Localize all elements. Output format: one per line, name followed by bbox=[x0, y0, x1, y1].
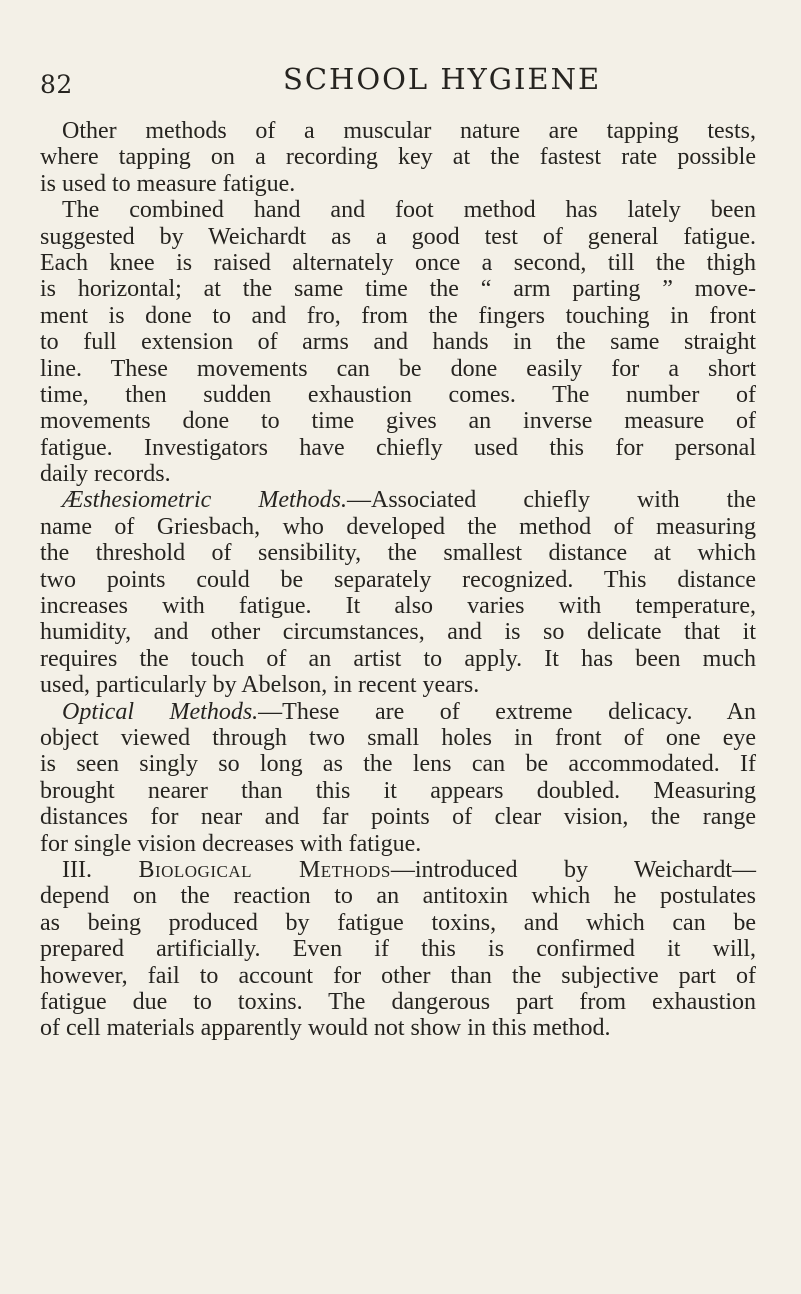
line-text: to full extension of arms and hands in the same straight bbox=[40, 329, 756, 356]
page-header bbox=[40, 62, 760, 102]
line-text: line. These movements can be done easily for a short bbox=[40, 355, 756, 382]
line-text: used, particularly by Abelson, in recent years. bbox=[40, 672, 480, 699]
text-line bbox=[40, 699, 756, 725]
line-text: —Associated chiefly with the bbox=[347, 487, 756, 514]
section-number: III. bbox=[62, 856, 139, 883]
line-text: is used to measure fatigue. bbox=[40, 170, 296, 197]
line-text: two points could be separately recognized. This distance bbox=[40, 566, 756, 593]
line-text: as being produced by fatigue toxins, and which can be bbox=[40, 909, 756, 936]
text-line bbox=[40, 593, 756, 619]
line-text: movements done to time gives an inverse measure of bbox=[40, 408, 756, 435]
text-line bbox=[40, 329, 756, 355]
line-text: where tapping on a recording key at the fastest rate possible bbox=[40, 144, 756, 171]
text-line bbox=[40, 989, 756, 1015]
line-text: The combined hand and foot method has lately been bbox=[62, 197, 756, 224]
text-line bbox=[40, 144, 756, 170]
line-text: fatigue due to toxins. The dangerous part from exhaustion bbox=[40, 988, 756, 1015]
line-text: prepared artificially. Even if this is confirmed it will, bbox=[40, 936, 756, 963]
text-line bbox=[40, 171, 756, 197]
line-text: fatigue. Investigators have chiefly used this for personal bbox=[40, 434, 756, 461]
text-line bbox=[40, 567, 756, 593]
line-text: time, then sudden exhaustion comes. The number of bbox=[40, 381, 756, 408]
line-text: for single vision decreases with fatigue. bbox=[40, 830, 422, 857]
text-line bbox=[40, 224, 756, 250]
line-text: brought nearer than this it appears doubled. Measuring bbox=[40, 777, 756, 804]
text-line bbox=[40, 936, 756, 962]
text-line bbox=[40, 804, 756, 830]
run-in-heading: Optical Methods. bbox=[62, 698, 259, 725]
running-head: SCHOOL HYGIENE bbox=[283, 62, 602, 96]
line-text: Each knee is raised alternately once a second, till the thigh bbox=[40, 249, 756, 276]
line-text: daily records. bbox=[40, 461, 171, 488]
text-line bbox=[40, 487, 756, 513]
text-line bbox=[40, 540, 756, 566]
text-line bbox=[40, 514, 756, 540]
text-line bbox=[40, 276, 756, 302]
line-text: Other methods of a muscular nature are tapping tests, bbox=[62, 118, 756, 144]
page-number: 82 bbox=[40, 70, 73, 99]
text-line bbox=[40, 883, 756, 909]
text-line bbox=[40, 619, 756, 645]
text-line bbox=[40, 751, 756, 777]
text-line bbox=[40, 461, 756, 487]
line-text: the threshold of sensibility, the smallest distance at which bbox=[40, 540, 756, 567]
text-line bbox=[40, 910, 756, 936]
text-line bbox=[40, 831, 756, 857]
line-text: is horizontal; at the same time the “ arm parting ” move- bbox=[40, 276, 756, 303]
text-line bbox=[40, 1015, 756, 1041]
text-line bbox=[40, 250, 756, 276]
text-line bbox=[40, 356, 756, 382]
text-line bbox=[40, 435, 756, 461]
line-text: is seen singly so long as the lens can be accommodated. If bbox=[40, 751, 756, 778]
line-text: ment is done to and fro, from the fingers touching in front bbox=[40, 302, 756, 329]
text-line bbox=[40, 382, 756, 408]
line-text: of cell materials apparently would not show in this method. bbox=[40, 1015, 611, 1042]
line-text: depend on the reaction to an antitoxin which he postulates bbox=[40, 883, 756, 910]
text-line bbox=[40, 963, 756, 989]
text-line bbox=[40, 303, 756, 329]
line-text: —introduced by Weichardt— bbox=[390, 856, 756, 883]
line-text: name of Griesbach, who developed the method of measuring bbox=[40, 513, 756, 540]
line-text: suggested by Weichardt as a good test of general fatigue. bbox=[40, 223, 756, 250]
text-line bbox=[40, 725, 756, 751]
text-line bbox=[40, 118, 756, 144]
text-line bbox=[40, 857, 756, 883]
run-in-heading: Æsthesiometric Methods. bbox=[62, 487, 347, 514]
text-line bbox=[40, 672, 756, 698]
text-line bbox=[40, 778, 756, 804]
body-text bbox=[40, 118, 756, 1042]
line-text: humidity, and other circumstances, and is so delicate that it bbox=[40, 619, 756, 646]
line-text: —These are of extreme delicacy. An bbox=[258, 698, 756, 725]
section-heading: Biological Methods bbox=[138, 856, 391, 883]
text-line bbox=[40, 646, 756, 672]
line-text: object viewed through two small holes in front of one eye bbox=[40, 724, 756, 751]
line-text: however, fail to account for other than the subjective part of bbox=[40, 962, 756, 989]
text-line bbox=[40, 408, 756, 434]
line-text: distances for near and far points of clear vision, the range bbox=[40, 804, 756, 831]
line-text: requires the touch of an artist to apply. It has been much bbox=[40, 645, 756, 672]
text-line bbox=[40, 197, 756, 223]
line-text: increases with fatigue. It also varies with temperature, bbox=[40, 593, 756, 620]
